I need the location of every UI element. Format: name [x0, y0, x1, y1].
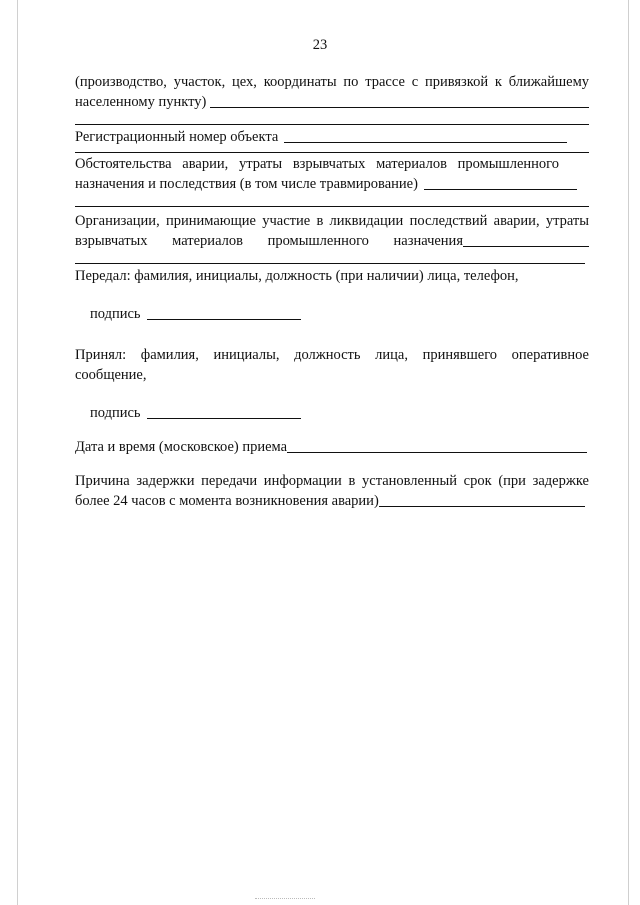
- receiver-field: [75, 345, 589, 423]
- organizations-label-line1: Организации, принимающие участие в ликвидации последствий аварии, утраты: [75, 213, 589, 229]
- location-label-line2: населенному пункту): [75, 94, 207, 110]
- receiver-label-line1: Принял: фамилия, инициалы, должность лица, принявшего оперативное: [75, 347, 589, 363]
- sender-field: [75, 266, 589, 324]
- location-field: [75, 72, 589, 125]
- registration-number-field: [75, 127, 567, 147]
- circumstances-extra-line[interactable]: [75, 206, 589, 207]
- reception-datetime-field: [75, 437, 587, 457]
- page-number: 23: [312, 37, 328, 53]
- delay-reason-field: [75, 471, 589, 511]
- delay-reason-input-line[interactable]: [379, 492, 585, 507]
- sender-label: Передал: фамилия, инициалы, должность (при наличии) лица, телефон,: [75, 268, 519, 284]
- delay-reason-label-line2: более 24 часов с момента возникновения аварии): [75, 493, 379, 509]
- scan-artifact: [255, 898, 315, 900]
- circumstances-label-line1: Обстоятельства аварии, утраты взрывчатых материалов промышленного: [75, 156, 559, 172]
- location-extra-line[interactable]: [75, 124, 589, 125]
- location-label-line1: (производство, участок, цех, координаты по трассе с привязкой к ближайшему: [75, 74, 589, 90]
- organizations-field: [75, 211, 589, 264]
- location-input-line[interactable]: [210, 93, 589, 108]
- receiver-signature-line[interactable]: [147, 404, 301, 419]
- registration-number-input-line[interactable]: [284, 128, 567, 143]
- sender-signature-row: [75, 304, 589, 324]
- organizations-input-line[interactable]: [463, 232, 589, 247]
- reception-datetime-input-line[interactable]: [287, 438, 587, 453]
- reception-datetime-label: Дата и время (московское) приема: [75, 439, 288, 455]
- delay-reason-label-line1: Причина задержки передачи информации в установленный срок (при задержке: [75, 473, 589, 489]
- organizations-extra-line[interactable]: [75, 263, 585, 264]
- circumstances-field: [75, 152, 589, 207]
- circumstances-label-line2: назначения и последствия (в том числе травмирование): [75, 176, 418, 192]
- registration-number-label: Регистрационный номер объекта: [75, 129, 279, 145]
- sender-signature-label: подпись: [90, 306, 141, 322]
- form-content: [75, 72, 589, 511]
- receiver-label-line2: сообщение,: [75, 367, 147, 383]
- sender-signature-line[interactable]: [147, 305, 301, 320]
- scan-edge-right: [628, 0, 629, 905]
- location-label-line2-row: [75, 92, 589, 112]
- circumstances-input-line[interactable]: [424, 175, 577, 190]
- organizations-label-line2: взрывчатых материалов промышленного назначения: [75, 233, 463, 249]
- organizations-label-line2-row: [75, 231, 589, 251]
- receiver-signature-row: [75, 403, 589, 423]
- scan-edge-left: [17, 0, 18, 905]
- circumstances-label-line2-row: [75, 174, 577, 194]
- delay-reason-label-line2-row: [75, 491, 585, 511]
- receiver-signature-label: подпись: [90, 405, 141, 421]
- circumstances-top-line[interactable]: [75, 152, 589, 153]
